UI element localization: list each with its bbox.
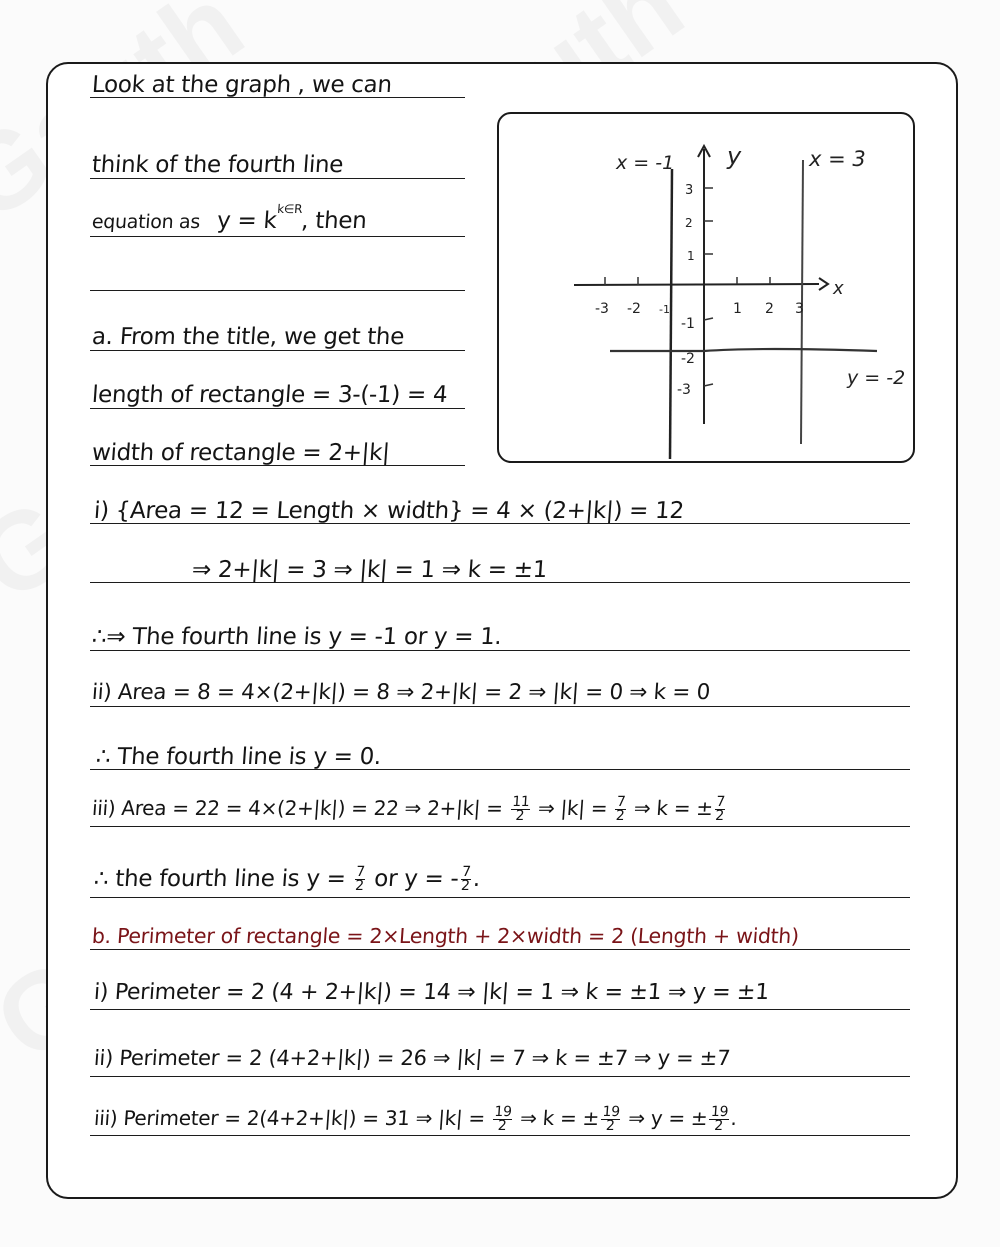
- part-a-iii-equation: [91, 796, 728, 823]
- x-tick-label: 1: [733, 301, 742, 317]
- label-x-minus-1: x = -1: [616, 152, 675, 174]
- ruled-line: [90, 650, 910, 651]
- y-tick-label: -2: [681, 351, 695, 367]
- x-tick-label: -1: [659, 303, 670, 316]
- ruled-line: [90, 826, 910, 827]
- part-a-iii-mid: ⇒ |k| =: [537, 796, 609, 820]
- ruled-line: [90, 949, 910, 950]
- part-a-iii-prefix: iii) Area = 22 = 4×(2+|k|) = 22 ⇒ 2+|k| =: [91, 796, 504, 820]
- part-b-i-equation: i) Perimeter = 2 (4 + 2+|k|) = 14 ⇒ |k| = 1 ⇒ k = ±1 ⇒ y = ±1: [93, 980, 770, 1005]
- k-domain: k∈R: [276, 202, 303, 217]
- y-tick-label: -3: [677, 382, 691, 398]
- fraction: $\frac{7}{2}$: [460, 864, 472, 894]
- intro-line-2: think of the fourth line: [91, 152, 345, 178]
- ruled-line: [90, 1135, 910, 1136]
- fraction: $\frac{11}{2}$: [511, 794, 531, 824]
- y-axis-label: y: [727, 142, 742, 170]
- intro-line-3-prefix: equation as: [91, 211, 201, 233]
- ruled-line: [90, 1076, 910, 1077]
- line-x-minus-1: [670, 169, 672, 459]
- fraction: $\frac{7}{2}$: [354, 864, 366, 894]
- part-a-i-equation: i) {Area = 12 = Length × width} = 4 × (2+|k|) = 12: [93, 498, 685, 524]
- part-b-iii-equation: iii) Perimeter = 2(4+2+|k|) = 31 ⇒ |k| = $\frac{19}{2}$ ⇒ k = ± $\frac{19}{2}$ ⇒ y = ± $\frac{19}{2}$ .: [93, 1104, 738, 1134]
- fraction: $\frac{7}{2}$: [714, 794, 726, 824]
- part-a-heading: a. From the title, we get the: [91, 324, 405, 350]
- part-a-iii-conclusion: ∴ the fourth line is y = $\frac{7}{2}$ or y = - $\frac{7}{2}$ .: [93, 864, 482, 894]
- ruled-line: [90, 290, 465, 291]
- part-a-iii-conclusion-prefix: ∴ the fourth line is y =: [93, 866, 347, 892]
- y-tick-label: -1: [681, 316, 695, 332]
- y-tick-label: 2: [685, 216, 693, 230]
- x-tick-label: 3: [795, 301, 804, 317]
- line-y-minus-2: [610, 349, 877, 351]
- fraction: $\frac{19}{2}$: [601, 1104, 621, 1134]
- label-y-minus-2: y = -2: [847, 367, 906, 389]
- ruled-line: [90, 236, 465, 237]
- part-a-i-solution: ⇒ 2+|k| = 3 ⇒ |k| = 1 ⇒ k = ±1: [191, 557, 549, 583]
- x-tick-label: -3: [595, 301, 609, 317]
- rectangle-width: width of rectangle = 2+|k|: [91, 440, 391, 466]
- part-b-heading: b. Perimeter of rectangle = 2×Length + 2×width = 2 (Length + width): [91, 924, 800, 948]
- fourth-line-equation: y = k: [216, 208, 278, 234]
- intro-line-3-suffix: , then: [300, 208, 368, 234]
- ruled-line: [90, 408, 465, 409]
- coordinate-graph: [499, 114, 913, 461]
- part-b-iii-mid2: ⇒ y = ±: [627, 1106, 709, 1130]
- part-b-iii-prefix: iii) Perimeter = 2(4+2+|k|) = 31 ⇒ |k| =: [93, 1106, 486, 1130]
- part-a-iii-conclusion-mid: or y = -: [366, 866, 460, 892]
- intro-line-3: [91, 202, 368, 234]
- fraction: $\frac{7}{2}$: [615, 794, 626, 824]
- rectangle-length: length of rectangle = 3-(-1) = 4: [91, 382, 449, 408]
- fraction: $\frac{19}{2}$: [493, 1104, 513, 1134]
- x-axis-label: x: [833, 278, 844, 299]
- y-tick-label: 1: [687, 249, 695, 263]
- label-x-3: x = 3: [809, 147, 866, 171]
- ruled-line: [90, 350, 465, 351]
- part-a-ii-equation: ii) Area = 8 = 4×(2+|k|) = 8 ⇒ 2+|k| = 2 ⇒ |k| = 0 ⇒ k = 0: [91, 680, 711, 705]
- x-tick-label: -2: [627, 301, 641, 317]
- part-a-iii-mid2: ⇒ k = ±: [633, 796, 714, 820]
- part-a-ii-conclusion: ∴ The fourth line is y = 0.: [95, 744, 382, 770]
- intro-line-1: Look at the graph , we can: [91, 72, 393, 98]
- ruled-line: [90, 706, 910, 707]
- part-b-iii-mid: ⇒ k = ±: [519, 1106, 600, 1130]
- ruled-line: [90, 1009, 910, 1010]
- ruled-line: [90, 178, 465, 179]
- part-a-i-conclusion: ∴⇒ The fourth line is y = -1 or y = 1.: [91, 624, 503, 650]
- x-tick-label: 2: [765, 301, 774, 317]
- part-b-ii-equation: ii) Perimeter = 2 (4+2+|k|) = 26 ⇒ |k| = 7 ⇒ k = ±7 ⇒ y = ±7: [93, 1046, 731, 1070]
- ruled-line: [90, 897, 910, 898]
- graph-panel: [497, 112, 915, 463]
- x-axis-arrow-icon: [819, 278, 828, 290]
- y-tick-label: 3: [685, 183, 694, 198]
- fraction: $\frac{19}{2}$: [710, 1104, 729, 1134]
- x-axis: [574, 284, 819, 285]
